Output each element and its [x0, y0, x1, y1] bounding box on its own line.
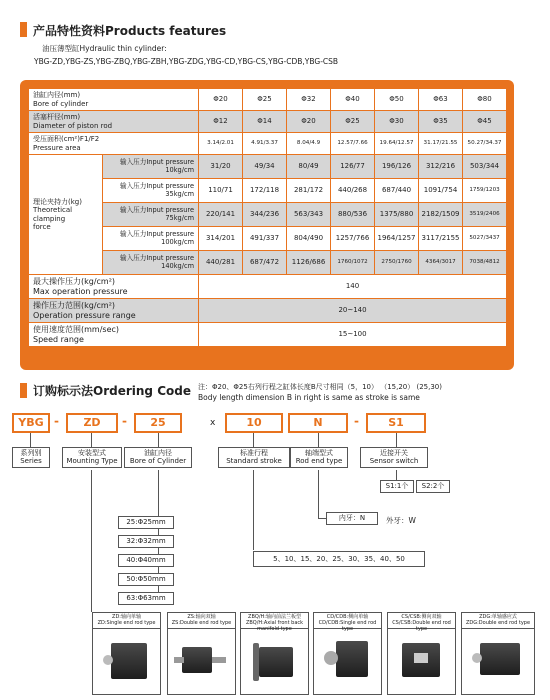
force-cell: 880/536: [331, 203, 375, 227]
bore-cell: Φ32: [287, 89, 331, 111]
rod-cell: Φ14: [243, 111, 287, 133]
force-cell: 1760/1072: [331, 251, 375, 275]
force-cell: 563/343: [287, 203, 331, 227]
force-cell: 31/20: [199, 155, 243, 179]
mount-caption: ZBQ/H:轴向前法兰板型 ZBQ/H:Axial front back manifold type: [241, 613, 308, 629]
row-area: [29, 133, 507, 155]
code-stroke: 10: [225, 413, 283, 433]
code-switch: S1: [366, 413, 426, 433]
row-rod: [29, 111, 507, 133]
force-cell: 687/440: [375, 179, 419, 203]
rod-cell: Φ45: [463, 111, 507, 133]
mount-caption: CS/CSB:侧向双轴 CS/CSB:Double end rod type: [388, 613, 455, 629]
bore-cell: Φ20: [199, 89, 243, 111]
section-marker: [20, 22, 27, 37]
force-cell: 1257/766: [331, 227, 375, 251]
force-cell: 5027/3437: [463, 227, 507, 251]
max-value: 140: [199, 275, 507, 299]
ordering-title: 订购标示法Ordering Code: [33, 384, 191, 398]
row-max-pressure: [29, 275, 507, 299]
code-series: YBG: [12, 413, 50, 433]
switch-option: S2:2个: [416, 480, 450, 493]
label-mount: 安装型式 Mounting Type: [62, 447, 122, 468]
force-cell: 491/337: [243, 227, 287, 251]
force-cell: 110/71: [199, 179, 243, 203]
area-cell: 19.64/12.57: [375, 133, 419, 155]
force-cell: 126/77: [331, 155, 375, 179]
code-dash: -: [354, 414, 359, 428]
force-cell: 804/490: [287, 227, 331, 251]
range-label: 操作压力范围(kg/cm²) Operation pressure range: [29, 299, 199, 323]
bore-label: 油缸内径(mm) Bore of cylinder: [29, 89, 199, 111]
force-cell: 312/216: [419, 155, 463, 179]
range-value: 20~140: [199, 299, 507, 323]
label-bore: 油缸内径 Bore of Cylinder: [124, 447, 192, 468]
features-subtitle: 油压薄型缸Hydraulic thin cylinder:: [42, 44, 167, 53]
mount-cd: [313, 612, 382, 695]
bore-option: 32:Φ32mm: [118, 535, 174, 548]
code-dash: -: [122, 414, 127, 428]
area-cell: 8.04/4.9: [287, 133, 331, 155]
bore-option: 25:Φ25mm: [118, 516, 174, 529]
code-rod: N: [288, 413, 348, 433]
row-range: [29, 299, 507, 323]
ordering-note-cn: 注：Φ20、Φ25右列行程之缸体长度B尺寸相同（5，10） （15,20） (25,30): [198, 383, 442, 391]
force-pressure-label: 输入压力Input pressure 10kg/cm: [103, 155, 199, 179]
force-cell: 314/201: [199, 227, 243, 251]
row-speed: [29, 323, 507, 347]
rod-cell: Φ25: [331, 111, 375, 133]
switch-option: S1:1个: [380, 480, 414, 493]
row-force-10: [29, 155, 507, 179]
code-mount: ZD: [66, 413, 118, 433]
code-dash: -: [54, 414, 59, 428]
ordering-note-en: Body length dimension B in right is same as stroke is same: [198, 393, 420, 402]
area-cell: 3.14/2.01: [199, 133, 243, 155]
mount-zs: [167, 612, 236, 695]
force-cell: 4364/3017: [419, 251, 463, 275]
force-cell: 172/118: [243, 179, 287, 203]
force-pressure-label: 输入压力Input pressure 100kg/cm: [103, 227, 199, 251]
bore-option: 40:Φ40mm: [118, 554, 174, 567]
force-cell: 1126/686: [287, 251, 331, 275]
force-cell: 687/472: [243, 251, 287, 275]
force-pressure-label: 输入压力Input pressure 140kg/cm: [103, 251, 199, 275]
force-cell: 503/344: [463, 155, 507, 179]
area-cell: 4.91/3.37: [243, 133, 287, 155]
bore-cell: Φ50: [375, 89, 419, 111]
features-title: 产品特性资料Products features: [33, 24, 227, 38]
force-pressure-label: 输入压力Input pressure 75kg/cm: [103, 203, 199, 227]
mount-cs: [387, 612, 456, 695]
force-cell: 196/126: [375, 155, 419, 179]
force-cell: 80/49: [287, 155, 331, 179]
force-cell: 220/141: [199, 203, 243, 227]
section-marker: [20, 383, 27, 398]
bore-cell: Φ80: [463, 89, 507, 111]
features-models: YBG-ZD,YBG-ZS,YBG-ZBQ,YBG-ZBH,YBG-ZDG,YBG-CD,YBG-CS,YBG-CDB,YBG-CSB: [34, 57, 339, 66]
label-switch: 近接开关 Sensor switch: [360, 447, 428, 468]
spec-table: [28, 88, 507, 347]
area-cell: 31.17/21.55: [419, 133, 463, 155]
force-cell: 3117/2155: [419, 227, 463, 251]
mount-caption: ZD:轴向单轴 ZD:Single end rod type: [93, 613, 160, 629]
label-rod: 轴端型式 Rod end type: [290, 447, 348, 468]
force-cell: 281/172: [287, 179, 331, 203]
force-cell: 440/281: [199, 251, 243, 275]
force-cell: 344/236: [243, 203, 287, 227]
code-x: x: [210, 418, 216, 428]
mount-caption: CD/CDB:侧向单轴 CD/CDB:Single end rod type: [314, 613, 381, 629]
bore-cell: Φ40: [331, 89, 375, 111]
force-cell: 1091/754: [419, 179, 463, 203]
mount-zdg: [461, 612, 535, 695]
force-cell: 2182/1509: [419, 203, 463, 227]
bore-option: 50:Φ50mm: [118, 573, 174, 586]
speed-value: 15~100: [199, 323, 507, 347]
force-label: 理论夹持力(kg) Theoretical clamping force: [29, 155, 103, 275]
rod-cell: Φ30: [375, 111, 419, 133]
force-cell: 7038/4812: [463, 251, 507, 275]
force-cell: 1759/1203: [463, 179, 507, 203]
area-cell: 12.57/7.66: [331, 133, 375, 155]
rod-cell: Φ12: [199, 111, 243, 133]
mount-caption: ZDG:单轴感应式 ZDG:Double end rod type: [462, 613, 534, 629]
area-cell: 50.27/34.37: [463, 133, 507, 155]
force-cell: 2750/1760: [375, 251, 419, 275]
area-label: 受压面积(cm²)F1/F2 Pressure area: [29, 133, 199, 155]
force-cell: 1375/880: [375, 203, 419, 227]
force-cell: 3519/2406: [463, 203, 507, 227]
mount-zbq: [240, 612, 309, 695]
mount-zd: [92, 612, 161, 695]
rod-cell: Φ35: [419, 111, 463, 133]
row-bore: [29, 89, 507, 111]
bore-cell: Φ25: [243, 89, 287, 111]
label-stroke: 标准行程 Standard stroke: [218, 447, 290, 468]
speed-label: 使用速度范围(mm/sec) Speed range: [29, 323, 199, 347]
force-cell: 440/268: [331, 179, 375, 203]
force-pressure-label: 输入压力Input pressure 35kg/cm: [103, 179, 199, 203]
mount-caption: ZS:轴向双轴 ZS:Double end rod type: [168, 613, 235, 629]
rod-cell: Φ20: [287, 111, 331, 133]
label-series: 系列别 Series: [12, 447, 50, 468]
force-cell: 49/34: [243, 155, 287, 179]
force-cell: 1964/1257: [375, 227, 419, 251]
rod-label: 活塞杆径(mm) Diameter of piston rod: [29, 111, 199, 133]
bore-option: 63:Φ63mm: [118, 592, 174, 605]
code-bore: 25: [134, 413, 182, 433]
max-label: 最大操作压力(kg/cm²) Max operation pressure: [29, 275, 199, 299]
stroke-options: 5、10、15、20、25、30、35、40、50: [253, 551, 425, 567]
bore-cell: Φ63: [419, 89, 463, 111]
rod-option: 内牙：N: [326, 512, 378, 525]
rod-option: 外牙：W: [386, 516, 416, 525]
